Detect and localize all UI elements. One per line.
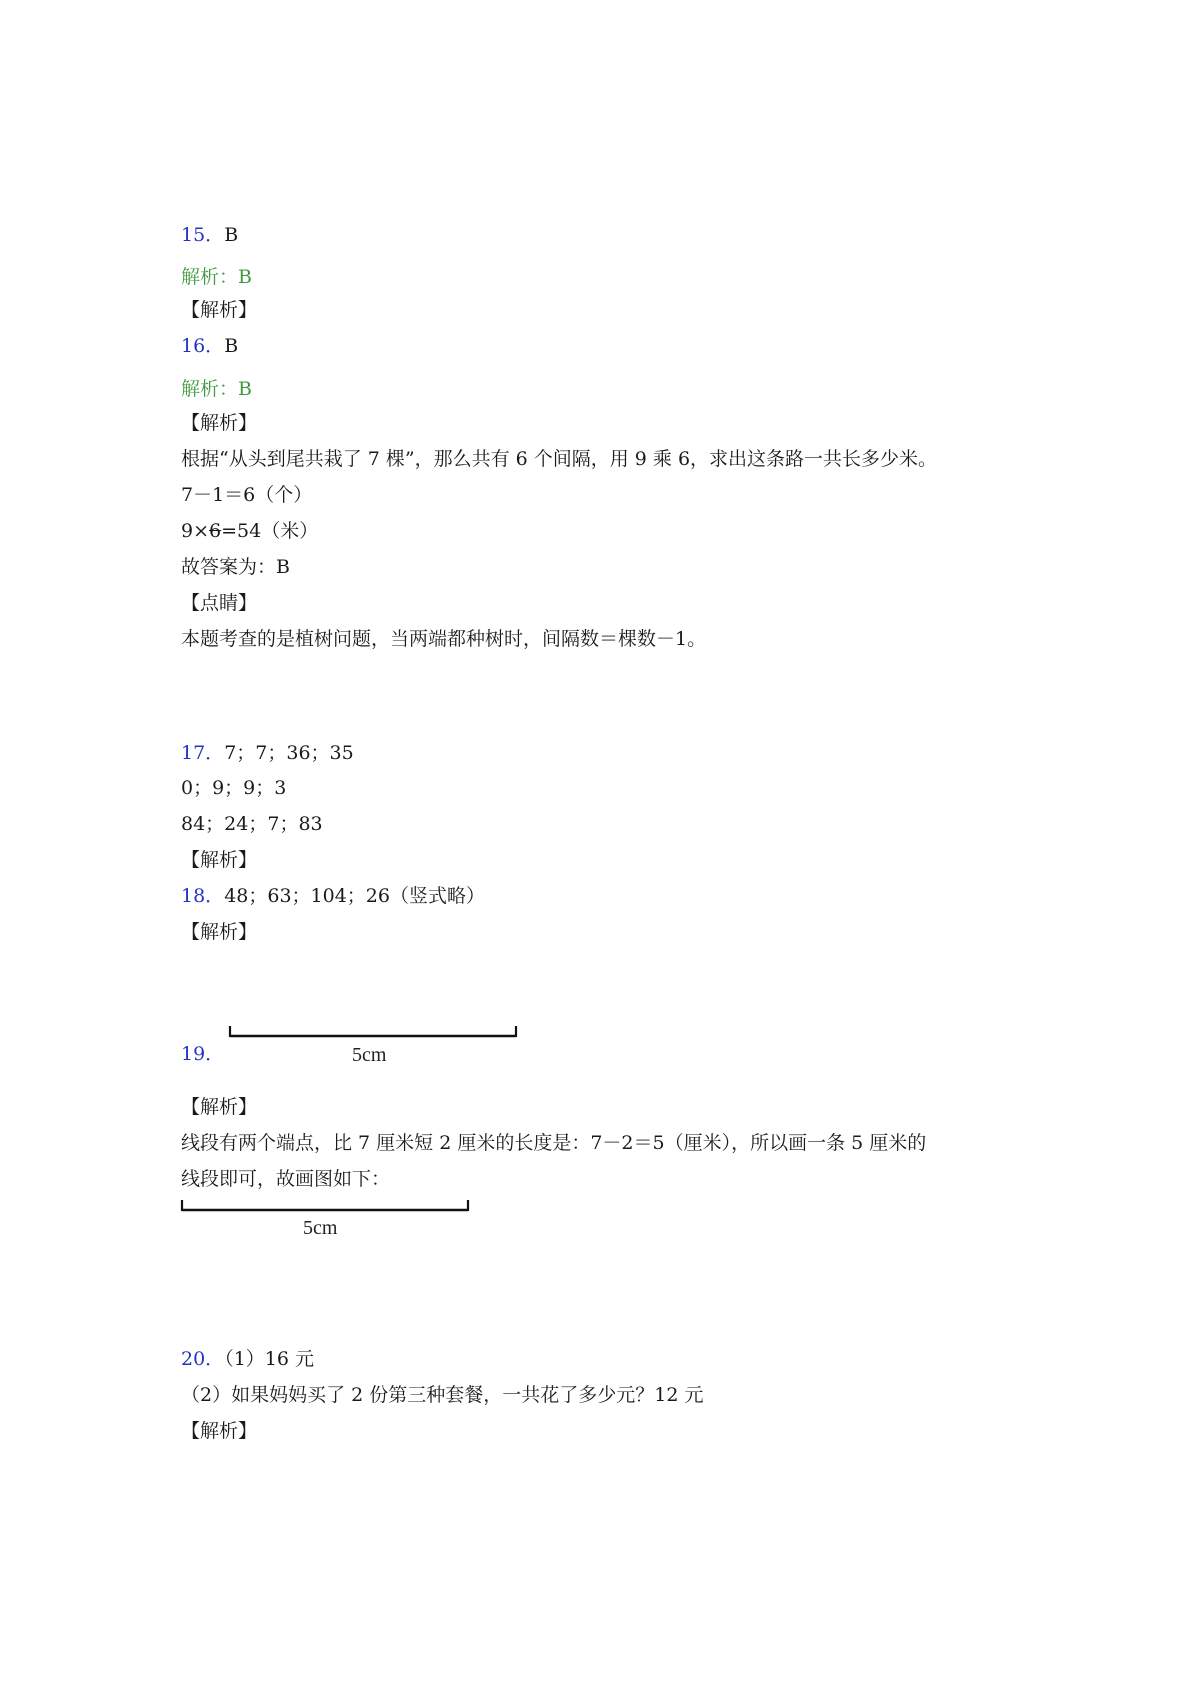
q16-section-heading: 【解析】 <box>181 412 258 434</box>
q19-segment-label: 5cm <box>352 1044 387 1066</box>
q19-line-segment <box>228 1024 520 1040</box>
q16-explanation-2: 7－1＝6（个） <box>181 484 313 506</box>
q20-answer-line-1 <box>181 1347 314 1371</box>
q18-section-heading: 【解析】 <box>181 921 258 943</box>
q17-section-heading: 【解析】 <box>181 849 258 871</box>
q16-jiexi-value: B <box>238 378 252 400</box>
q19-explanation-1: 线段有两个端点，比 7 厘米短 2 厘米的长度是：7－2＝5（厘米），所以画一条 5 厘米的 <box>181 1132 927 1154</box>
q16-dianjing-heading: 【点睛】 <box>181 592 258 614</box>
q15-jiexi-label: 解析： <box>181 266 239 288</box>
q15-section-heading: 【解析】 <box>181 299 258 321</box>
q15-answer: B <box>224 224 239 246</box>
q20-number: 20． <box>181 1348 225 1370</box>
q19-section-heading: 【解析】 <box>181 1096 258 1118</box>
q15-jiexi-value: B <box>238 266 252 288</box>
q19-number: 19． <box>181 1043 225 1065</box>
q16-jiexi-label: 解析： <box>181 378 239 400</box>
q20-section-heading: 【解析】 <box>181 1420 258 1442</box>
q17-row-2: 0；9；9；3 <box>181 777 287 799</box>
q18-answer: 48；63；104；26（竖式略） <box>224 885 485 907</box>
q16-number: 16． <box>181 335 225 357</box>
q16-answer: B <box>224 335 239 357</box>
q19-number-line <box>181 1042 224 1066</box>
q18-answer-line <box>181 884 485 908</box>
q16-answer-line <box>181 334 238 358</box>
q16-expr-part-a: 9× <box>181 520 210 542</box>
q17-row-3: 84；24；7；83 <box>181 813 323 835</box>
q19-explanation-2: 线段即可，故画图如下： <box>181 1168 391 1190</box>
q15-answer-line <box>181 223 238 247</box>
q16-dianjing-text: 本题考查的是植树问题，当两端都种树时，间隔数＝棵数－1。 <box>181 628 707 650</box>
q17-row-1: 7；7；36；35 <box>224 742 354 764</box>
q18-number: 18． <box>181 885 225 907</box>
q16-explanation-1: 根据“从头到尾共栽了 7 棵”，那么共有 6 个间隔，用 9 乘 6，求出这条路一共长多少米。 <box>181 448 938 470</box>
q16-expr-part-c: =54（米） <box>221 520 319 542</box>
q17-number: 17． <box>181 742 225 764</box>
q19-answer-segment-label: 5cm <box>303 1217 338 1239</box>
q16-jiexi-line <box>181 377 252 401</box>
q20-answer-2: （2）如果妈妈买了 2 份第三种套餐，一共花了多少元？12 元 <box>181 1384 704 1406</box>
q20-answer-1: （1）16 元 <box>224 1348 314 1370</box>
q16-explanation-3 <box>181 519 318 543</box>
q17-answer-line <box>181 741 354 765</box>
q15-jiexi-line <box>181 265 252 289</box>
q19-answer-segment-drawing <box>180 1198 472 1214</box>
q19-segment-drawing <box>228 1024 520 1040</box>
q15-number: 15． <box>181 224 225 246</box>
q16-conclusion: 故答案为：B <box>181 556 290 578</box>
q19-answer-segment <box>180 1198 472 1214</box>
q16-expr-part-b: 6 <box>209 520 222 542</box>
